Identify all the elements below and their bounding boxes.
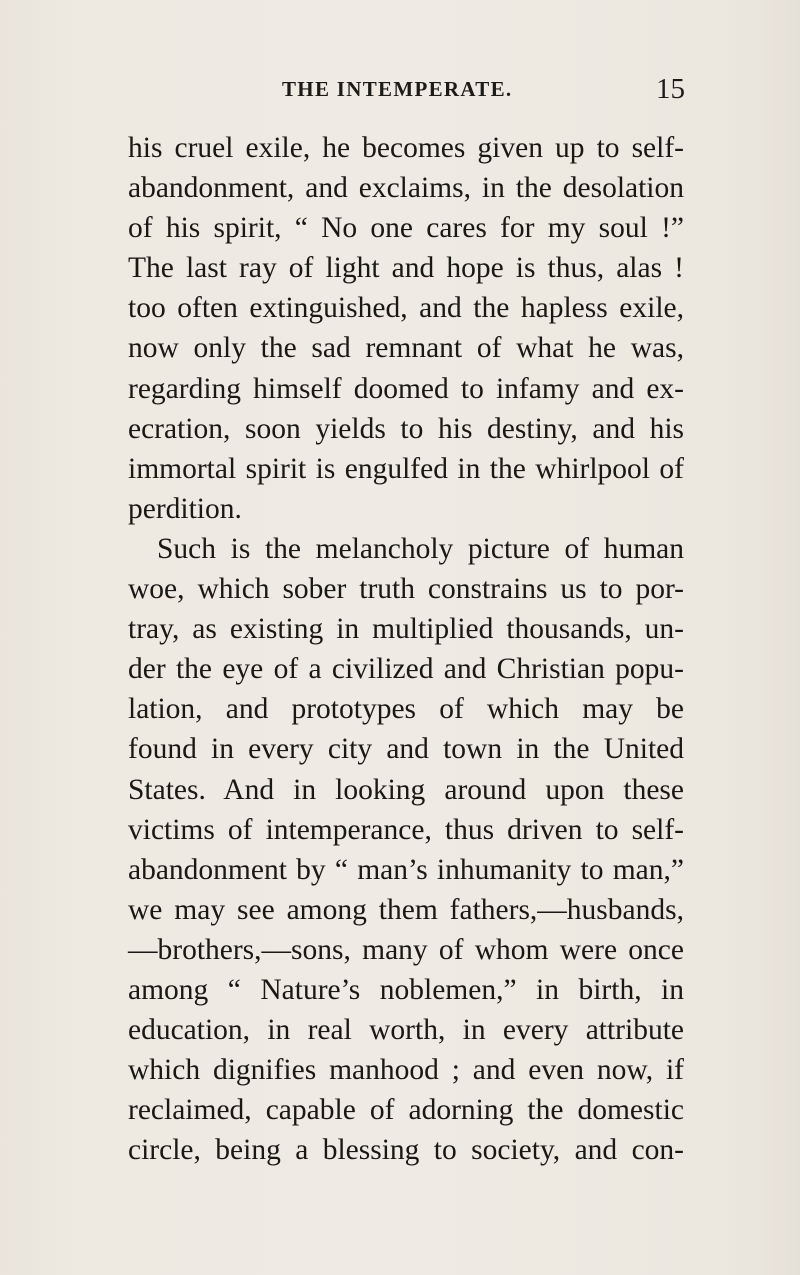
- text-line: victims of intemperance, thus driven to self-: [128, 813, 684, 846]
- text-line: The last ray of light and hope is thus, alas !: [128, 252, 684, 285]
- text-line: education, in real worth, in every attribute: [128, 1014, 684, 1047]
- text-line: tray, as existing in multiplied thousands, un-: [128, 613, 684, 646]
- text-line: too often extinguished, and the hapless exile,: [128, 292, 684, 325]
- text-line: we may see among them fathers,—husbands,: [128, 893, 684, 926]
- text-line: his cruel exile, he becomes given up to self-: [128, 132, 684, 164]
- running-title: THE INTEMPERATE.: [282, 77, 513, 101]
- text-line: regarding himself doomed to infamy and ex-: [128, 372, 684, 405]
- text-line: —brothers,—sons, many of whom were once: [128, 933, 684, 966]
- paragraph-start-line: Such is the melancholy picture of human: [157, 532, 684, 565]
- text-line: now only the sad remnant of what he was,: [128, 332, 684, 365]
- text-line: which dignifies manhood ; and even now, if: [128, 1054, 684, 1087]
- text-line: woe, which sober truth constrains us to por-: [128, 573, 684, 606]
- text-line: States. And in looking around upon these: [128, 773, 684, 806]
- text-line: lation, and prototypes of which may be: [128, 693, 684, 726]
- text-line: ecration, soon yields to his destiny, and his: [128, 412, 684, 445]
- body-text: [128, 128, 684, 1170]
- text-line: reclaimed, capable of adorning the domestic: [128, 1094, 684, 1127]
- text-line: found in every city and town in the United: [128, 733, 684, 766]
- text-line: of his spirit, “ No one cares for my soul !”: [128, 212, 684, 245]
- text-line: immortal spirit is engulfed in the whirlpool of: [128, 452, 684, 485]
- text-line: abandonment, and exclaims, in the desolation: [128, 172, 684, 205]
- text-line: abandonment by “ man’s inhumanity to man,”: [128, 853, 684, 886]
- text-line: among “ Nature’s noblemen,” in birth, in: [128, 973, 684, 1006]
- text-line: circle, being a blessing to society, and con-: [128, 1134, 684, 1167]
- page-number: 15: [656, 73, 685, 105]
- text-line: der the eye of a civilized and Christian popu-: [128, 653, 684, 686]
- running-head: [282, 74, 685, 106]
- paragraph-end-line: perdition.: [128, 492, 242, 525]
